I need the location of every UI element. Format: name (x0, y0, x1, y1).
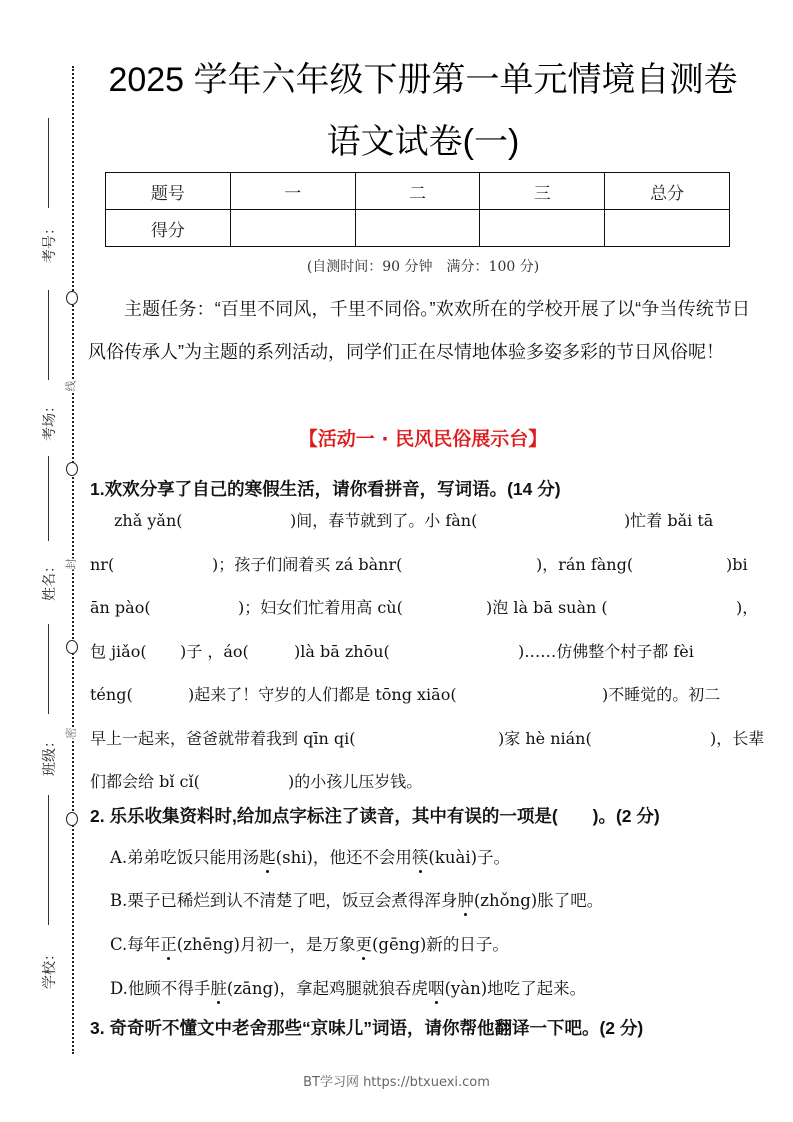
dotted-char: 肿 (457, 887, 474, 911)
dotted-char: 咽 (428, 975, 445, 999)
q1-segment: )；妇女们忙着用高 cù( (238, 598, 403, 617)
activity-heading: 【活动一 · 民风民俗展示台】 (298, 428, 548, 450)
question-1-body (90, 506, 765, 811)
option-text: D.他顾不得手 (110, 979, 211, 998)
q1-segment: 包 jiǎo( (90, 641, 147, 661)
score-table-header-row (106, 173, 730, 210)
class-label: 班级： (42, 734, 58, 776)
binding-hole-icon (66, 812, 78, 826)
question-1-title: 1.欢欢分享了自己的寒假生活，请你看拼音，写词语。(14 分) (90, 479, 561, 499)
intro-paragraph: 主题任务：“百里不同风，千里不同俗。”欢欢所在的学校开展了以“争当传统节日风俗传承人”为主题的系列活动，同学们正在尽情地体验多姿多彩的节日风俗呢！ (88, 299, 750, 362)
dotted-char: 匙 (259, 844, 276, 868)
q1-segment: )bi (726, 554, 748, 574)
binding-hole-icon (66, 291, 78, 305)
q1-segment: 早上一起来，爸爸就带着我到 qīn qi( (90, 728, 356, 748)
class-line[interactable] (48, 624, 49, 714)
footer-watermark: BT学习网 https://btxuexi.com (303, 1075, 490, 1090)
option-text: (zāng)，拿起鸡腿就狼吞虎 (226, 979, 428, 998)
dotted-char: 脏 (210, 975, 227, 999)
q1-segment: )子 ，áo( (180, 641, 249, 661)
cut-label-mi: 密 (64, 727, 78, 739)
option-text: A.弟弟吃饭只能用汤 (110, 848, 260, 867)
q1-line (90, 680, 750, 724)
exam-number-line[interactable] (48, 118, 49, 208)
score-table-score-row (106, 210, 730, 247)
q1-segment: téng( (90, 685, 133, 704)
score-table-cell: 三 (480, 173, 605, 210)
option-text: B.栗子已稀烂到认不清楚了吧，饭豆会煮得浑身 (110, 891, 458, 910)
q1-segment: )……仿佛整个村子都 fèi (518, 641, 694, 661)
dotted-char: 更 (355, 931, 372, 955)
q1-segment: )家 hè nián( (498, 728, 592, 748)
cut-label-xian: 线 (64, 380, 78, 392)
option-d[interactable] (110, 975, 586, 999)
option-text: (gēng)新的日子。 (371, 935, 509, 954)
q1-segment: )忙着 bǎi tā (624, 511, 714, 530)
question-2-title: 2. 乐乐收集资料时,给加点字标注了读音，其中有误的一项是( )。(2 分) (90, 806, 660, 826)
score-table-cell: 得分 (106, 210, 231, 247)
option-a[interactable] (110, 844, 510, 868)
q1-segment: )， (736, 598, 759, 617)
option-text: (zhǒng)胀了吧。 (473, 891, 604, 910)
cut-label-feng: 封 (64, 558, 78, 570)
q1-segment: )；孩子们闹着买 zá bànr( (212, 554, 403, 574)
q1-segment: )不睡觉的。初二 (602, 685, 721, 704)
q1-segment: )的小孩儿压岁钱。 (288, 772, 423, 791)
q1-line (90, 593, 759, 637)
q1-segment: )，rán fàng( (536, 554, 634, 574)
exam-room-label: 考场： (42, 399, 58, 441)
dotted-char: 筷 (412, 844, 429, 868)
q1-line (90, 506, 750, 550)
score-table-cell: 总分 (605, 173, 730, 210)
dotted-char: 正 (160, 931, 177, 955)
option-text: (yàn)地吃了起来。 (444, 979, 587, 998)
binding-hole-icon (66, 462, 78, 476)
student-name-label: 姓名： (42, 559, 58, 601)
option-b[interactable] (110, 887, 603, 911)
page-title: 2025 学年六年级下册第一单元情境自测卷 (108, 61, 738, 99)
q1-segment: )，长辈 (710, 728, 765, 748)
q1-line (90, 550, 750, 594)
q1-segment: zhǎ yǎn( (114, 511, 183, 530)
q1-segment: )起来了！守岁的人们都是 tōng xiāo( (188, 685, 457, 704)
q1-line (90, 637, 750, 681)
option-c[interactable] (110, 931, 509, 955)
option-text: (zhēng)月初一，是万象 (176, 935, 356, 954)
option-text: C.每年 (110, 935, 161, 954)
q1-segment: ān pào( (90, 598, 151, 617)
score-table (105, 172, 730, 247)
option-text: (kuài)子。 (428, 848, 511, 867)
q1-segment: )间，春节就到了。小 fàn( (290, 511, 478, 530)
binding-margin (0, 0, 90, 1122)
score-table-cell: 二 (355, 173, 480, 210)
q1-segment: )là bā zhōu( (294, 641, 390, 661)
q1-segment: 们都会给 bǐ cǐ( (90, 772, 200, 791)
question-3-title: 3. 奇奇听不懂文中老舍那些“京味儿”词语，请你帮他翻译一下吧。(2 分) (90, 1018, 644, 1038)
school-label: 学校： (42, 947, 58, 989)
exam-room-line[interactable] (48, 290, 49, 380)
score-input-cell[interactable] (480, 210, 605, 247)
student-name-line[interactable] (48, 456, 49, 541)
score-table-cell: 题号 (106, 173, 231, 210)
q1-line (90, 724, 765, 768)
score-input-cell[interactable] (605, 210, 730, 247)
option-text: (shi)，他还不会用 (275, 848, 412, 867)
score-table-cell: 一 (230, 173, 355, 210)
q1-segment: )泡 là bā suàn ( (486, 598, 608, 617)
score-input-cell[interactable] (355, 210, 480, 247)
score-input-cell[interactable] (230, 210, 355, 247)
page-subtitle: 语文试卷(一) (326, 123, 520, 161)
school-line[interactable] (48, 795, 49, 925)
time-note: (自测时间：90 分钟 满分：100 分) (306, 259, 540, 275)
exam-number-label: 考号： (42, 221, 58, 263)
binding-hole-icon (66, 640, 78, 654)
q1-segment: nr( (90, 554, 115, 574)
